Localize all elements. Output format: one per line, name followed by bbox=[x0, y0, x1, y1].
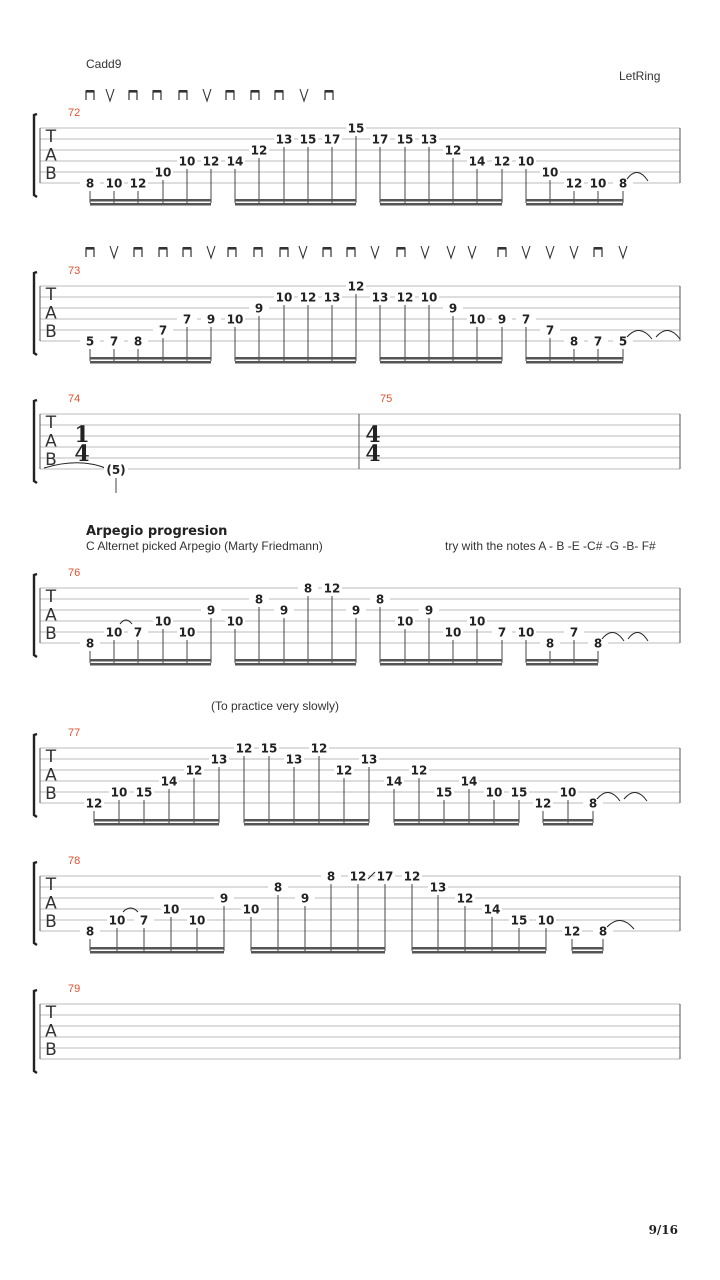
upstroke-icon bbox=[570, 246, 578, 258]
upstroke-icon bbox=[110, 246, 118, 258]
fret-number: 9 bbox=[351, 603, 361, 618]
fret-number: 5 bbox=[85, 334, 95, 349]
beam bbox=[235, 203, 356, 206]
fret-number: 15 bbox=[510, 913, 528, 928]
fret-number: 10 bbox=[396, 614, 414, 629]
beam bbox=[526, 357, 623, 360]
tab-clef-letter: A bbox=[45, 765, 57, 786]
fret-number: 13 bbox=[323, 290, 341, 305]
fret-number: 10 bbox=[154, 165, 172, 180]
upstroke-icon bbox=[468, 246, 476, 258]
fret-number: 10 bbox=[559, 785, 577, 800]
fret-number: 10 bbox=[188, 913, 206, 928]
measure-number: 78 bbox=[68, 855, 81, 867]
system-brace bbox=[34, 990, 37, 1073]
fret-number: 10 bbox=[226, 312, 244, 327]
fret-number: 13 bbox=[210, 752, 228, 767]
fret-number: 9 bbox=[254, 301, 264, 316]
fret-number: 9 bbox=[279, 603, 289, 618]
tab-clef-letter: T bbox=[45, 587, 57, 607]
beam bbox=[235, 663, 356, 666]
measure-number: 73 bbox=[68, 265, 81, 277]
downstroke-icon-bar bbox=[183, 247, 191, 250]
let-ring-label: LetRing bbox=[619, 69, 661, 83]
system-brace bbox=[34, 574, 37, 657]
upstroke-icon bbox=[203, 89, 211, 101]
upstroke-icon bbox=[421, 246, 429, 258]
tab-clef-letter: A bbox=[45, 893, 57, 914]
fret-number: 7 bbox=[182, 312, 192, 327]
fret-number: 10 bbox=[485, 785, 503, 800]
tab-clef-letter: T bbox=[45, 413, 57, 433]
fret-number: 9 bbox=[300, 891, 310, 906]
tab-clef-letter: T bbox=[45, 285, 57, 305]
fret-number: 10 bbox=[154, 614, 172, 629]
fret-number: 10 bbox=[226, 614, 244, 629]
tab-system-78 bbox=[34, 855, 680, 954]
time-signature-top: 1 bbox=[74, 422, 90, 448]
measure-number: 72 bbox=[68, 107, 81, 119]
measure-number: 76 bbox=[68, 567, 81, 579]
tab-clef-letter: B bbox=[45, 784, 57, 804]
upstroke-icon bbox=[106, 89, 114, 101]
fret-number: 7 bbox=[133, 625, 143, 640]
time-signature-bottom: 4 bbox=[365, 441, 381, 467]
fret-number: 12 bbox=[335, 763, 353, 778]
beam bbox=[394, 823, 519, 826]
chord-label: Cadd9 bbox=[86, 57, 122, 71]
fret-number: 12 bbox=[403, 869, 421, 884]
system-brace bbox=[34, 734, 37, 817]
beam bbox=[380, 203, 502, 206]
tab-clef-letter: A bbox=[45, 431, 57, 452]
beam bbox=[235, 199, 356, 202]
fret-number: 9 bbox=[424, 603, 434, 618]
tab-clef-letter: T bbox=[45, 747, 57, 767]
time-signature-top: 4 bbox=[365, 422, 381, 448]
slur bbox=[628, 632, 648, 641]
downstroke-icon-bar bbox=[325, 90, 333, 93]
beam bbox=[90, 357, 211, 360]
beam bbox=[235, 357, 356, 360]
fret-number: 12 bbox=[235, 741, 253, 756]
fret-number: 10 bbox=[178, 625, 196, 640]
fret-number: 13 bbox=[420, 132, 438, 147]
fret-number: 8 bbox=[618, 176, 628, 191]
beam bbox=[90, 663, 211, 666]
tab-clef-letter: A bbox=[45, 1021, 57, 1042]
fret-number: 13 bbox=[275, 132, 293, 147]
fret-number: 14 bbox=[483, 902, 501, 917]
fret-number: 12 bbox=[563, 924, 581, 939]
tab-clef-letter: B bbox=[45, 322, 57, 342]
fret-number: 14 bbox=[460, 774, 478, 789]
fret-number: 8 bbox=[593, 636, 603, 651]
fret-number: 7 bbox=[158, 323, 168, 338]
downstroke-icon-bar bbox=[275, 90, 283, 93]
fret-number: 15 bbox=[299, 132, 317, 147]
upstroke-icon bbox=[299, 246, 307, 258]
fret-number: 7 bbox=[569, 625, 579, 640]
fret-number: 13 bbox=[285, 752, 303, 767]
fret-number: 8 bbox=[254, 592, 264, 607]
beam bbox=[251, 947, 385, 950]
fret-number: 12 bbox=[202, 154, 220, 169]
notes-hint: try with the notes A - B -E -C# -G -B- F# bbox=[445, 539, 656, 553]
beam bbox=[412, 951, 546, 954]
fret-number: 8 bbox=[85, 636, 95, 651]
fret-number: 10 bbox=[468, 614, 486, 629]
beam bbox=[526, 203, 623, 206]
fret-number: 10 bbox=[110, 785, 128, 800]
beam bbox=[526, 361, 623, 364]
tab-system-79 bbox=[34, 983, 680, 1073]
tab-clef-letter: T bbox=[45, 875, 57, 895]
downstroke-icon-bar bbox=[347, 247, 355, 250]
fret-number: 8 bbox=[85, 924, 95, 939]
tab-clef-letter: B bbox=[45, 164, 57, 184]
downstroke-icon-bar bbox=[254, 247, 262, 250]
beam bbox=[90, 951, 224, 954]
fret-number: 15 bbox=[510, 785, 528, 800]
beam bbox=[90, 659, 211, 662]
fret-number: 10 bbox=[275, 290, 293, 305]
fret-number: 12 bbox=[410, 763, 428, 778]
fret-number: 10 bbox=[105, 625, 123, 640]
tab-clef-letter: B bbox=[45, 1040, 57, 1060]
tied-fret-number: (5) bbox=[106, 463, 126, 477]
fret-number: 9 bbox=[448, 301, 458, 316]
fret-number: 8 bbox=[133, 334, 143, 349]
time-signature-bottom: 4 bbox=[74, 441, 90, 467]
beam bbox=[90, 361, 211, 364]
beam bbox=[526, 199, 623, 202]
beam bbox=[380, 199, 502, 202]
beam bbox=[235, 659, 356, 662]
fret-number: 10 bbox=[242, 902, 260, 917]
fret-number: 17 bbox=[371, 132, 389, 147]
fret-number: 14 bbox=[468, 154, 486, 169]
beam bbox=[380, 357, 502, 360]
fret-number: 15 bbox=[260, 741, 278, 756]
beam bbox=[572, 951, 603, 954]
beam bbox=[572, 947, 603, 950]
tab-clef-letter: B bbox=[45, 450, 57, 470]
fret-number: 8 bbox=[598, 924, 608, 939]
tab-system-77 bbox=[34, 727, 680, 826]
upstroke-icon bbox=[522, 246, 530, 258]
fret-number: 10 bbox=[589, 176, 607, 191]
fret-number: 10 bbox=[108, 913, 126, 928]
fret-number: 15 bbox=[435, 785, 453, 800]
tab-system-74 bbox=[34, 393, 680, 493]
fret-number: 8 bbox=[375, 592, 385, 607]
downstroke-icon-bar bbox=[323, 247, 331, 250]
upstroke-icon bbox=[546, 246, 554, 258]
fret-number: 7 bbox=[497, 625, 507, 640]
beam bbox=[235, 361, 356, 364]
beam bbox=[251, 951, 385, 954]
beam bbox=[94, 823, 219, 826]
beam bbox=[526, 663, 598, 666]
fret-number: 8 bbox=[273, 880, 283, 895]
downstroke-icon-bar bbox=[86, 247, 94, 250]
system-brace bbox=[34, 400, 37, 483]
fret-number: 14 bbox=[160, 774, 178, 789]
fret-number: 8 bbox=[326, 869, 336, 884]
fret-number: 8 bbox=[303, 581, 313, 596]
beam bbox=[380, 659, 502, 662]
fret-number: 10 bbox=[537, 913, 555, 928]
slur bbox=[656, 330, 680, 339]
fret-number: 12 bbox=[534, 796, 552, 811]
fret-number: 12 bbox=[493, 154, 511, 169]
fret-number: 12 bbox=[185, 763, 203, 778]
tab-clef-letter: T bbox=[45, 1003, 57, 1023]
downstroke-icon-bar bbox=[226, 90, 234, 93]
downstroke-icon-bar bbox=[129, 90, 137, 93]
beam bbox=[244, 823, 369, 826]
tab-clef-letter: B bbox=[45, 912, 57, 932]
fret-number: 15 bbox=[347, 121, 365, 136]
fret-number: 10 bbox=[468, 312, 486, 327]
fret-number: 9 bbox=[219, 891, 229, 906]
fret-number: 8 bbox=[588, 796, 598, 811]
practice-note: (To practice very slowly) bbox=[211, 699, 340, 713]
beam bbox=[543, 823, 593, 826]
fret-number: 15 bbox=[135, 785, 153, 800]
section-subtitle: C Alternet picked Arpegio (Marty Friedmann) bbox=[86, 539, 323, 553]
fret-number: 12 bbox=[299, 290, 317, 305]
beam bbox=[94, 819, 219, 822]
fret-number: 12 bbox=[323, 581, 341, 596]
tab-clef-letter: T bbox=[45, 127, 57, 147]
fret-number: 10 bbox=[517, 154, 535, 169]
page-number: 9/16 bbox=[648, 1223, 678, 1237]
beam bbox=[380, 361, 502, 364]
fret-number: 10 bbox=[444, 625, 462, 640]
fret-number: 9 bbox=[206, 312, 216, 327]
tab-clef-letter: B bbox=[45, 624, 57, 644]
beam bbox=[380, 663, 502, 666]
tab-system-72 bbox=[34, 89, 680, 206]
beam bbox=[90, 947, 224, 950]
measure-number: 75 bbox=[380, 393, 393, 405]
downstroke-icon-bar bbox=[251, 90, 259, 93]
fret-number: 10 bbox=[178, 154, 196, 169]
measure-number: 74 bbox=[68, 393, 81, 405]
beam bbox=[543, 819, 593, 822]
downstroke-icon-bar bbox=[397, 247, 405, 250]
tab-clef-letter: A bbox=[45, 303, 57, 324]
fret-number: 17 bbox=[323, 132, 341, 147]
downstroke-icon-bar bbox=[498, 247, 506, 250]
fret-number: 12 bbox=[396, 290, 414, 305]
downstroke-icon-bar bbox=[179, 90, 187, 93]
tab-systems bbox=[34, 89, 680, 1073]
fret-number: 7 bbox=[545, 323, 555, 338]
fret-number: 10 bbox=[420, 290, 438, 305]
upstroke-icon bbox=[619, 246, 627, 258]
tab-system-73 bbox=[34, 246, 680, 364]
fret-number: 7 bbox=[521, 312, 531, 327]
upstroke-icon bbox=[447, 246, 455, 258]
fret-number: 13 bbox=[371, 290, 389, 305]
system-brace bbox=[34, 862, 37, 945]
downstroke-icon-bar bbox=[594, 247, 602, 250]
downstroke-icon-bar bbox=[134, 247, 142, 250]
fret-number: 8 bbox=[85, 176, 95, 191]
fret-number: 10 bbox=[517, 625, 535, 640]
fret-number: 17 bbox=[376, 869, 394, 884]
fret-number: 9 bbox=[497, 312, 507, 327]
fret-number: 14 bbox=[226, 154, 244, 169]
fret-number: 12 bbox=[85, 796, 103, 811]
downstroke-icon-bar bbox=[159, 247, 167, 250]
fret-number: 10 bbox=[105, 176, 123, 191]
fret-number: 12 bbox=[444, 143, 462, 158]
upstroke-icon bbox=[371, 246, 379, 258]
fret-number: 12 bbox=[310, 741, 328, 756]
system-brace bbox=[34, 114, 37, 197]
fret-number: 8 bbox=[569, 334, 579, 349]
tab-system-76 bbox=[34, 567, 680, 666]
beam bbox=[244, 819, 369, 822]
system-brace bbox=[34, 272, 37, 355]
fret-number: 15 bbox=[396, 132, 414, 147]
fret-number: 9 bbox=[206, 603, 216, 618]
downstroke-icon-bar bbox=[86, 90, 94, 93]
beam bbox=[526, 659, 598, 662]
downstroke-icon-bar bbox=[228, 247, 236, 250]
beam bbox=[90, 203, 211, 206]
fret-number: 7 bbox=[593, 334, 603, 349]
fret-number: 10 bbox=[541, 165, 559, 180]
tab-clef-letter: A bbox=[45, 145, 57, 166]
tab-clef-letter: A bbox=[45, 605, 57, 626]
fret-number: 13 bbox=[360, 752, 378, 767]
measure-number: 79 bbox=[68, 983, 81, 995]
fret-number: 12 bbox=[129, 176, 147, 191]
upstroke-icon bbox=[300, 89, 308, 101]
downstroke-icon-bar bbox=[280, 247, 288, 250]
fret-number: 12 bbox=[349, 869, 367, 884]
beam bbox=[90, 199, 211, 202]
fret-number: 5 bbox=[618, 334, 628, 349]
fret-number: 13 bbox=[429, 880, 447, 895]
fret-number: 12 bbox=[250, 143, 268, 158]
fret-number: 10 bbox=[162, 902, 180, 917]
fret-number: 7 bbox=[139, 913, 149, 928]
section-title: Arpegio progresion bbox=[86, 524, 228, 539]
fret-number: 14 bbox=[385, 774, 403, 789]
fret-number: 8 bbox=[545, 636, 555, 651]
fret-number: 12 bbox=[565, 176, 583, 191]
beam bbox=[412, 947, 546, 950]
fret-number: 7 bbox=[109, 334, 119, 349]
upstroke-icon bbox=[207, 246, 215, 258]
fret-number: 12 bbox=[347, 279, 365, 294]
measure-number: 77 bbox=[68, 727, 81, 739]
beam bbox=[394, 819, 519, 822]
slur bbox=[624, 792, 647, 801]
fret-number: 12 bbox=[456, 891, 474, 906]
downstroke-icon-bar bbox=[153, 90, 161, 93]
